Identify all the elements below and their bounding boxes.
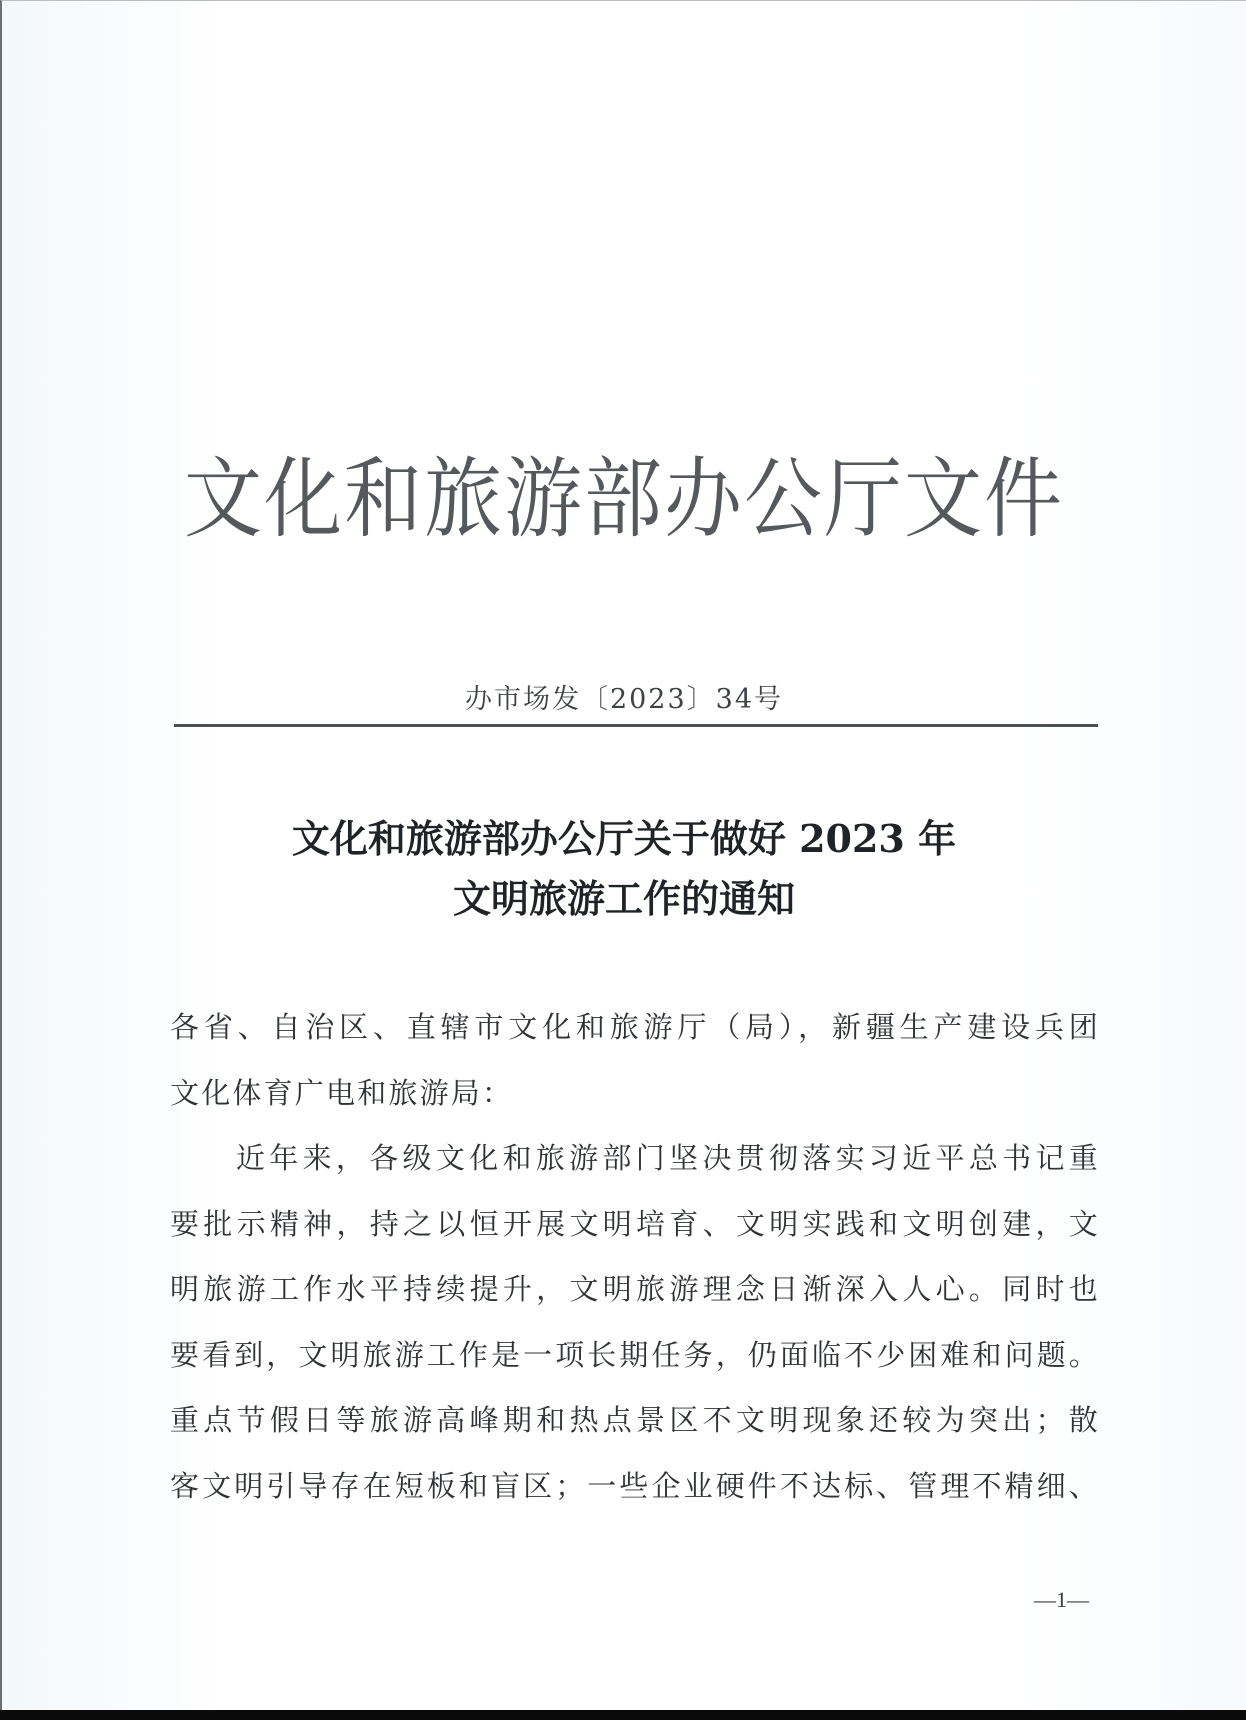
- paragraph-line: 要批示精神，持之以恒开展文明培育、文明实践和文明创建，文: [170, 1206, 1100, 1241]
- notice-title: [2, 809, 1246, 929]
- notice-title-line-1: 文化和旅游部办公厅关于做好 2023 年: [291, 816, 957, 861]
- page-number: —1—: [1034, 1587, 1089, 1612]
- paragraph-line: 明旅游工作水平持续提升，文明旅游理念日渐深入人心。同时也: [170, 1272, 1100, 1306]
- paragraph-line: 近年来，各级文化和旅游部门坚决贯彻落实习近平总书记重: [236, 1141, 1100, 1175]
- scanner-bottom-edge: [0, 1710, 1246, 1720]
- document-body: [170, 995, 1100, 1519]
- notice-title-line-2: 文明旅游工作的通知: [452, 876, 795, 921]
- addressee-line-1: 各省、自治区、直辖市文化和旅游厅（局），新疆生产建设兵团: [170, 1010, 1100, 1044]
- paragraph-line: 重点节假日等旅游高峰期和热点景区不文明现象还较为突出；散: [170, 1403, 1100, 1437]
- addressee-line-2: 文化体育广电和旅游局：: [170, 1075, 514, 1110]
- document-number: 办市场发〔2023〕34号: [464, 684, 784, 715]
- header-separator-line: [174, 724, 1098, 727]
- paragraph-line: 客文明引导存在短板和盲区；一些企业硬件不达标、管理不精细、: [170, 1468, 1100, 1503]
- paragraph-line: 要看到，文明旅游工作是一项长期任务，仍面临不少困难和问题。: [170, 1337, 1100, 1372]
- issuing-authority-header: 文化和旅游部办公厅文件: [183, 449, 1064, 551]
